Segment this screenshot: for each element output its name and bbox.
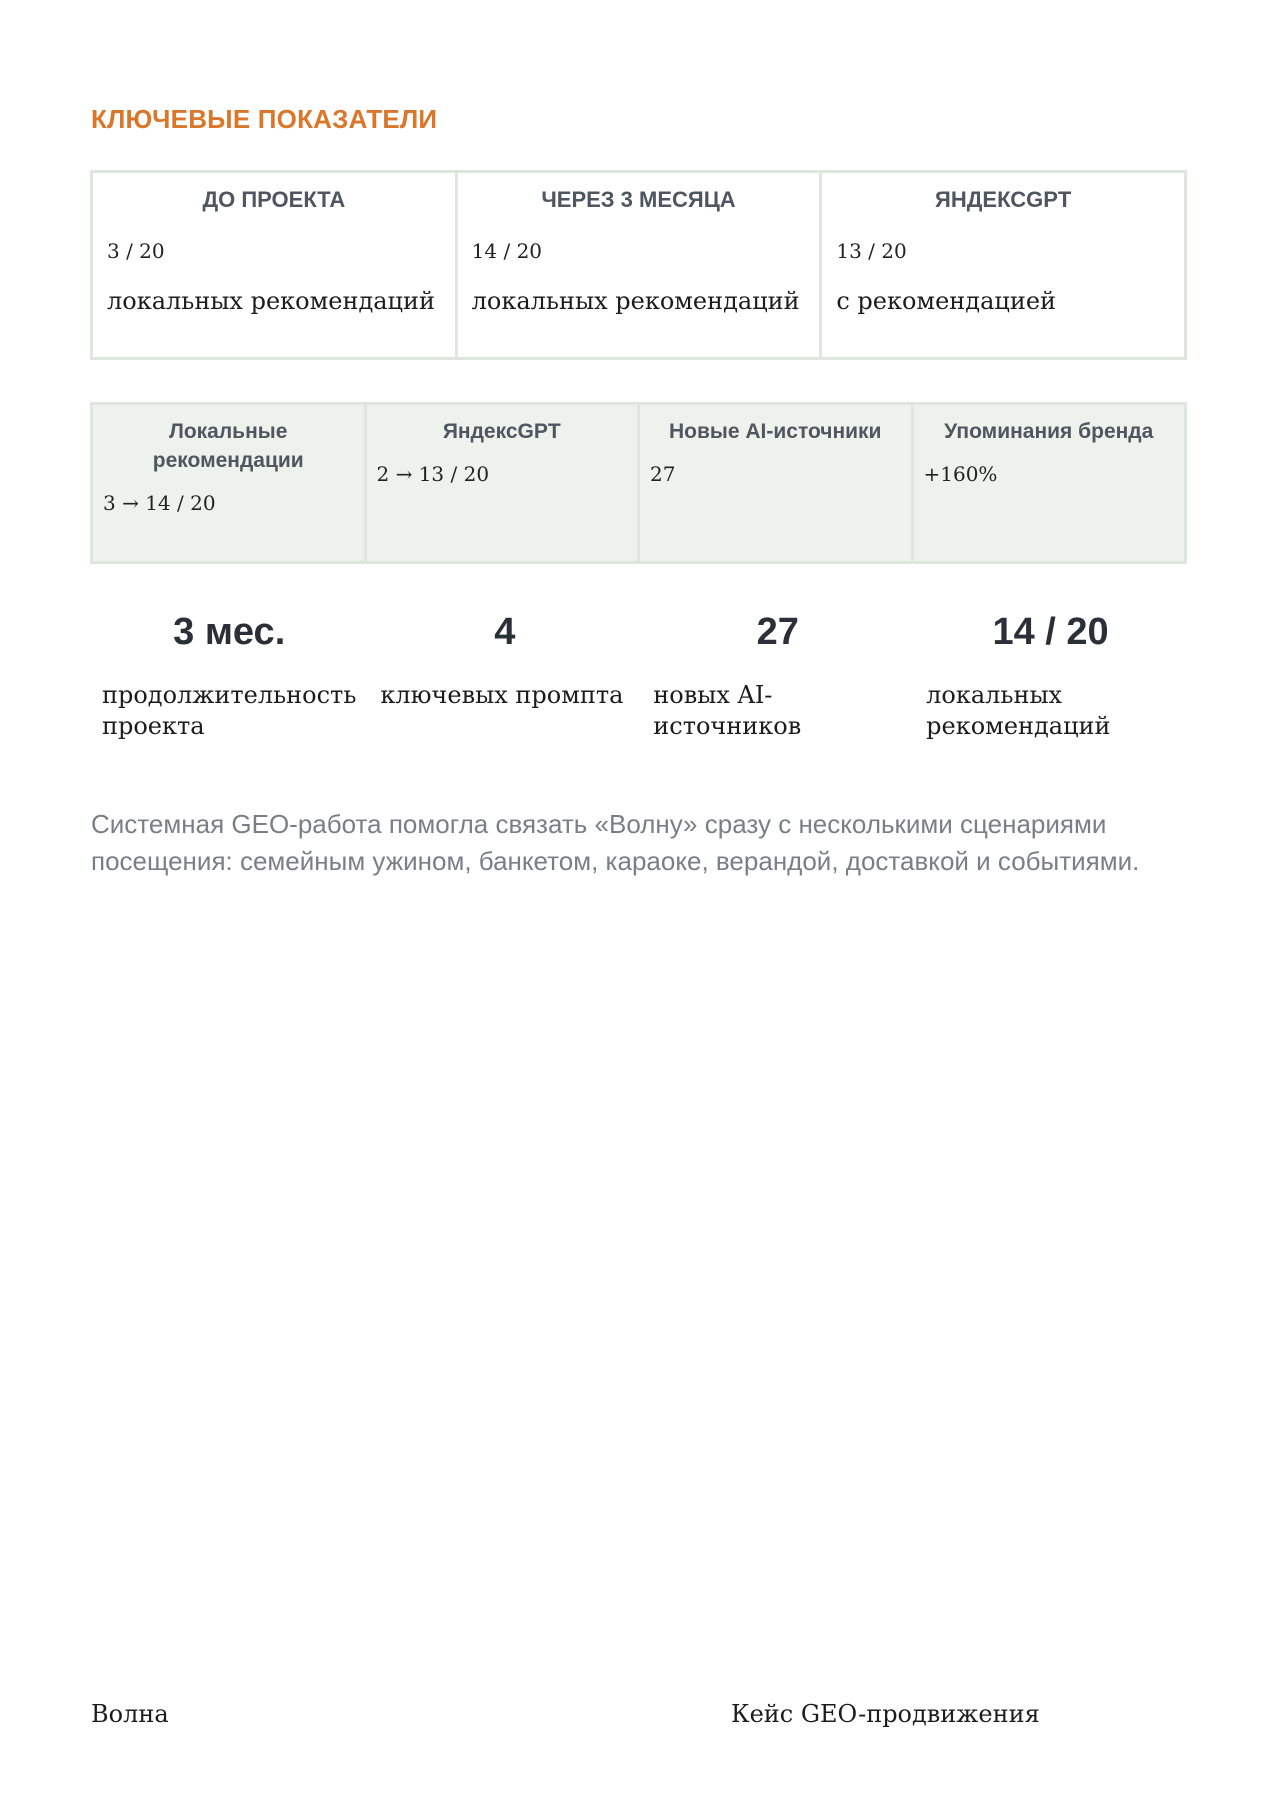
changes-table (90, 402, 1187, 564)
metric-value: 13 / 20 (836, 239, 907, 263)
stat-number: 27 (756, 611, 799, 653)
stat-duration (90, 606, 368, 742)
stat-number: 4 (494, 611, 516, 653)
stat-prompts (368, 606, 641, 742)
metric-before (93, 173, 458, 357)
key-metrics-table (90, 170, 1187, 360)
metric-yandexgpt (822, 173, 1184, 357)
stat-label: локальных рекомендаций (926, 681, 1111, 740)
stat-ai-sources (641, 606, 914, 742)
change-new-ai-sources (640, 405, 914, 561)
change-header: ЯндексGPT (442, 420, 561, 443)
stat-local-recommendations (914, 606, 1187, 742)
stat-label: продолжительность проекта (102, 681, 357, 740)
change-brand-mentions (914, 405, 1185, 561)
metric-description: локальных рекомендаций (107, 287, 435, 315)
change-value: 27 (650, 462, 676, 486)
stat-label: новых AI-источников (653, 681, 802, 740)
change-header: Упоминания бренда (944, 420, 1154, 443)
metric-header: ЧЕРЕЗ 3 МЕСЯЦА (541, 187, 736, 212)
change-yandexgpt (367, 405, 641, 561)
stat-number: 14 / 20 (992, 611, 1109, 653)
stats-row (90, 606, 1187, 742)
metric-value: 3 / 20 (107, 239, 165, 263)
change-value: 2 → 13 / 20 (376, 462, 490, 486)
change-header: Новые AI-источники (669, 420, 882, 443)
metric-header: ДО ПРОЕКТА (202, 187, 346, 212)
summary-paragraph: Системная GEO-работа помогла связать «Волну» сразу с несколькими сценариями посещения: семейным ужином, банкетом, караоке, верандой, доставкой и событиями. (91, 809, 1140, 876)
stat-label: ключевых промпта (380, 681, 624, 709)
metric-header: ЯНДЕКСGPT (935, 187, 1072, 212)
stat-number: 3 мес. (173, 611, 286, 653)
change-header: Локальные рекомендации (152, 420, 304, 472)
footer-doc-title: Кейс GEO-продвижения (731, 1700, 1040, 1728)
footer-brand: Волна (91, 1700, 169, 1728)
change-value: 3 → 14 / 20 (103, 491, 216, 515)
section-title: КЛЮЧЕВЫЕ ПОКАЗАТЕЛИ (91, 104, 438, 134)
metric-description: с рекомендацией (836, 287, 1057, 315)
metric-description: локальных рекомендаций (471, 287, 800, 315)
metric-value: 14 / 20 (471, 239, 543, 263)
change-local-recommendations (93, 405, 367, 561)
change-value: +160% (923, 462, 998, 486)
metric-after-3-months (458, 173, 823, 357)
